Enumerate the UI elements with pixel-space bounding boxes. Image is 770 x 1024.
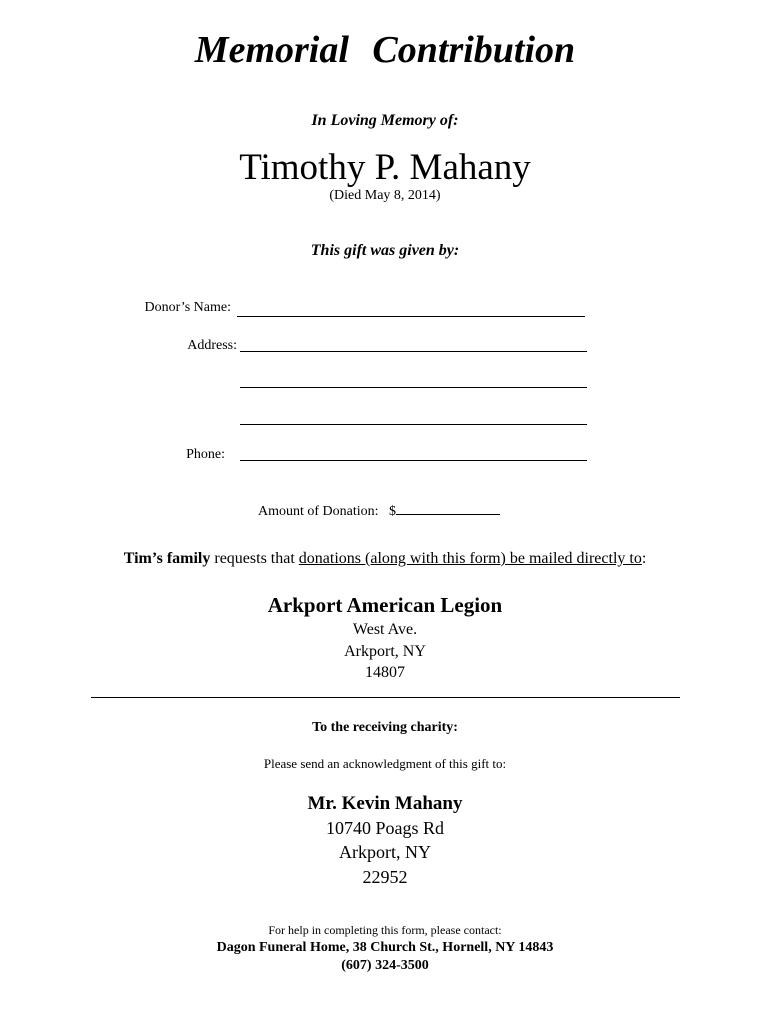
recipient-city: Arkport, NY xyxy=(339,842,431,862)
address-field-line-3[interactable] xyxy=(240,424,587,425)
recipient-street: 10740 Poags Rd xyxy=(325,818,444,838)
organization-zip: 14807 xyxy=(365,664,405,681)
organization-city: Arkport, NY xyxy=(344,643,426,660)
charity-heading: To the receiving charity: xyxy=(312,720,458,735)
address-field-line-2[interactable] xyxy=(240,387,587,388)
funeral-home-phone: (607) 324-3500 xyxy=(341,958,429,973)
donation-amount xyxy=(258,500,500,520)
donation-amount-field[interactable] xyxy=(396,500,500,515)
donation-amount-label: Amount of Donation: xyxy=(258,504,379,519)
request-underlined: donations (along with this form) be mailed directly to xyxy=(298,550,642,567)
phone-label: Phone: xyxy=(186,447,225,462)
currency-symbol: $ xyxy=(389,504,397,519)
given-by-heading: This gift was given by: xyxy=(310,242,460,259)
help-text: For help in completing this form, please contact: xyxy=(268,923,502,937)
phone-field[interactable] xyxy=(240,460,587,461)
request-text: requests that xyxy=(210,550,299,567)
page-title: Memorial Contribution xyxy=(194,29,576,71)
organization-street: West Ave. xyxy=(352,621,418,638)
donor-name-label: Donor’s Name: xyxy=(144,300,231,315)
mailing-request xyxy=(0,550,770,568)
memory-label: In Loving Memory of: xyxy=(311,112,459,129)
died-date: (Died May 8, 2014) xyxy=(329,188,441,203)
family-name: Tim’s family xyxy=(123,550,211,567)
section-divider xyxy=(91,697,680,698)
organization-name: Arkport American Legion xyxy=(267,593,503,617)
address-field-line-1[interactable] xyxy=(240,351,587,352)
funeral-home: Dagon Funeral Home, 38 Church St., Hornell, NY 14843 xyxy=(216,940,554,955)
donor-name-field[interactable] xyxy=(237,316,585,317)
address-label: Address: xyxy=(187,338,237,353)
recipient-name: Mr. Kevin Mahany xyxy=(307,793,463,814)
recipient-zip: 22952 xyxy=(362,867,408,887)
request-end: : xyxy=(641,550,647,567)
acknowledgment-instruction: Please send an acknowledgment of this gift to: xyxy=(263,756,507,771)
deceased-name: Timothy P. Mahany xyxy=(239,147,531,188)
